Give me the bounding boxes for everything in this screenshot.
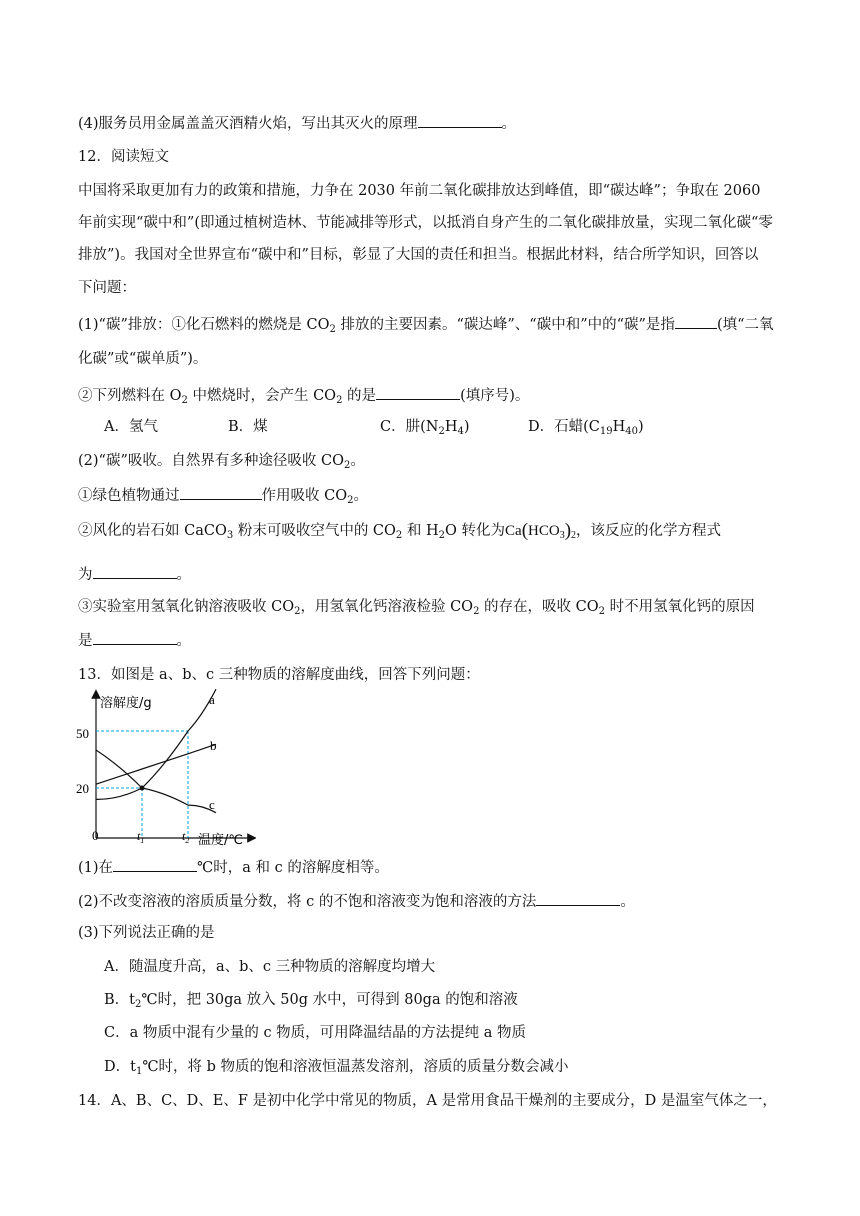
passage-line-2: 年前实现“碳中和”(即通过植树造林、节能减排等形式，以抵消自身产生的二氧化碳排放量，实现二氧化碳“零	[78, 215, 773, 231]
y-axis-label: 溶解度/g	[100, 696, 152, 711]
answer-blank[interactable]	[113, 856, 197, 872]
answer-blank[interactable]	[675, 313, 717, 329]
q13-option-b[interactable]: B．$t_2℃$时，把 30ga 放入 50g 水中，可得到 80ga 的饱和溶液	[104, 992, 518, 1010]
passage-line-3: 排放”)。我国对全世界宣布“碳中和”目标，彰显了大国的责任和担当。根据此材料，结合所学知识，回答以	[78, 247, 759, 263]
q13-option-d[interactable]: D．$t_1℃$时，将 b 物质的饱和溶液恒温蒸发溶剂，溶质的质量分数会减小	[104, 1059, 569, 1077]
y-tick-50: 50	[76, 726, 89, 741]
q12-part2-1: ①绿色植物通过 作用吸收 $CO_2$。	[78, 484, 368, 507]
passage-line-1: 中国将采取更加有力的政策和措施，力争在 2030 年前二氧化碳排放达到峰值，即“碳达峰”；争取在 2060	[78, 183, 761, 199]
option-b[interactable]: B．煤	[228, 419, 268, 435]
q12-part1: (1)“碳”排放：①化石燃料的燃烧是 $CO_2$ 排放的主要因素。“碳达峰”、“碳中和”中的“碳”是指 (填“二氧	[78, 313, 774, 336]
x-tick-0: 0	[92, 828, 99, 843]
x-axis-label: 温度/℃	[198, 833, 243, 846]
q12-part2-2-cont: 为 。	[78, 563, 191, 586]
q12-part2-3-cont: 是 。	[78, 629, 191, 652]
q14-title: 14．A、B、C、D、E、F 是初中化学中常见的物质，A 是常用食品干燥剂的主要成分，D 是温室气体之一，	[78, 1093, 777, 1109]
answer-blank[interactable]	[93, 563, 177, 579]
answer-blank[interactable]	[536, 890, 620, 906]
q13-part1: (1)在 ℃时，a 和 c 的溶解度相等。	[78, 856, 389, 879]
q12-title: 12．阅读短文	[78, 149, 169, 165]
q13-part2: (2)不改变溶液的溶质质量分数，将 c 的不饱和溶液变为饱和溶液的方法 。	[78, 890, 635, 913]
q12-part2: (2)“碳”吸收。自然界有多种途径吸收 $CO_2$。	[78, 453, 365, 471]
q13-part3: (3)下列说法正确的是	[78, 925, 215, 941]
q13-option-a[interactable]: A．随温度升高，a、b、c 三种物质的溶解度均增大	[104, 959, 436, 975]
option-c[interactable]: C．肼$(N_2H_4)$	[380, 419, 470, 437]
option-a[interactable]: A．氢气	[104, 419, 158, 435]
solubility-chart	[76, 688, 256, 846]
q12-part1-2: ②下列燃料在 $O_2$ 中燃烧时，会产生 $CO_2$ 的是 (填序号)。	[78, 384, 529, 407]
answer-blank[interactable]	[376, 384, 460, 400]
q12-part2-2: ②风化的岩石如 CaCO$_3$ 粉末可吸收空气中的 $CO_2$ 和 $H_2O$ 转化为$Ca(HCO_3)_2$，该反应的化学方程式	[78, 520, 722, 541]
formula-ca-hco3-2: $Ca(HCO_3)_2$	[505, 520, 577, 541]
curve-c	[96, 750, 216, 813]
q11-part4: (4)服务员用金属盖盖灭酒精火焰，写出其灭火的原理 。	[78, 112, 516, 135]
answer-blank[interactable]	[180, 484, 262, 500]
guide-lines	[96, 731, 188, 838]
q13-title: 13．如图是 a、b、c 三种物质的溶解度曲线，回答下列问题：	[78, 667, 480, 683]
curve-b	[96, 744, 216, 784]
answer-blank[interactable]	[418, 112, 502, 128]
series-label-b: b	[210, 738, 217, 753]
y-tick-20: 20	[76, 781, 89, 796]
option-d[interactable]: D．石蜡$(C_{19}H_{40})$	[528, 419, 644, 437]
answer-blank[interactable]	[93, 629, 177, 645]
series-label-a: a	[209, 692, 215, 707]
q12-part1-cont: 化碳”或“碳单质”)。	[78, 351, 208, 367]
series-label-c: c	[209, 797, 215, 812]
intersection-point	[140, 786, 145, 791]
q12-part2-3: ③实验室用氢氧化钠溶液吸收 $CO_2$，用氢氧化钙溶液检验 $CO_2$ 的存在，吸收 $CO_2$ 时不用氢氧化钙的原因	[78, 599, 755, 617]
x-tick-t2: $t_2$	[182, 829, 190, 845]
passage-line-4: 下问题：	[78, 280, 136, 296]
x-tick-t1: $t_1$	[137, 829, 145, 845]
q13-option-c[interactable]: C．a 物质中混有少量的 c 物质，可用降温结晶的方法提纯 a 物质	[104, 1025, 527, 1041]
